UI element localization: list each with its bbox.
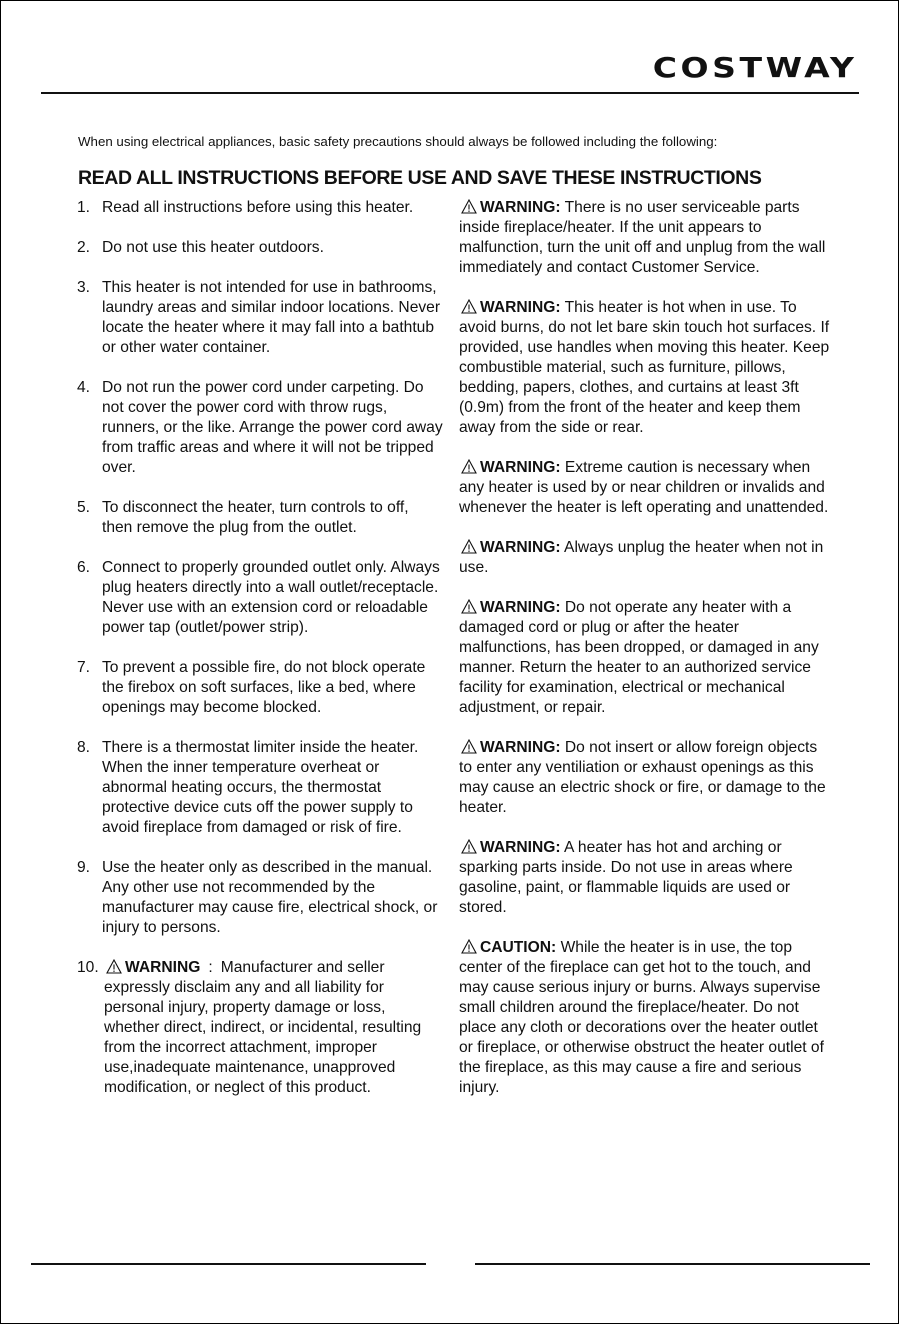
warning-label: WARNING: <box>480 199 561 216</box>
warning-text: Always unplug the heater when not in use. <box>459 539 824 576</box>
warning-block <box>459 198 831 278</box>
item-text: Read all instructions before using this heater. <box>102 199 414 216</box>
item-number: 9. <box>77 859 91 876</box>
warning-block <box>459 738 831 818</box>
warning-label: WARNING: <box>480 839 561 856</box>
warning-label: WARNING: <box>480 599 561 616</box>
warnings-column <box>459 198 831 1118</box>
item-text: To prevent a possible fire, do not block operate the firebox on soft surfaces, like a bed, where openings may become blocked. <box>102 659 426 716</box>
warning-label: WARNING: <box>480 459 561 476</box>
warning-triangle-icon <box>461 459 477 474</box>
warning-label: WARNING: <box>480 299 561 316</box>
warning-block <box>459 598 831 718</box>
warning-label: WARNING <box>125 959 201 976</box>
footer-rule-right <box>475 1263 870 1265</box>
warning-text: A heater has hot and arching or sparking parts inside. Do not use in areas where gasoline, paint, or flammable liquids are used or stored. <box>459 839 793 916</box>
item-text: This heater is not intended for use in bathrooms, laundry areas and similar indoor locations. Never locate the heater where it may fall into a bathtub or other water container. <box>102 279 441 356</box>
item-text: Connect to properly grounded outlet only. Always plug heaters directly into a wall outlet/receptacle. Never use with an extension cord or reloadable power tap (outlet/power strip). <box>102 559 440 636</box>
warning-text: Do not operate any heater with a damaged cord or plug or after the heater malfunctions, has been dropped, or damaged in any manner. Return the heater to an authorized service facility for examination, electrical or mechanical adjustment, or repair. <box>459 599 819 716</box>
list-item <box>77 378 443 478</box>
page-heading: READ ALL INSTRUCTIONS BEFORE USE AND SAVE THESE INSTRUCTIONS <box>78 167 762 189</box>
warning-triangle-icon <box>461 539 477 554</box>
intro-text: When using electrical appliances, basic safety precautions should always be followed including the following: <box>78 134 718 149</box>
caution-text: While the heater is in use, the top center of the fireplace can get hot to the touch, and may cause serious injury or burns. Always supervise small children around the fireplace/heater. Do not place any cloth or decorations over the heater outlet or fireplace, or otherwise obstruct the heater outlet of the fireplace, as this may cause a fire and serious injury. <box>459 939 824 1096</box>
list-item <box>77 558 443 638</box>
list-item <box>77 738 443 838</box>
warning-label: WARNING: <box>480 739 561 756</box>
separator: : <box>208 959 213 976</box>
item-10-body <box>104 958 443 1098</box>
list-item <box>77 238 443 258</box>
item-number: 7. <box>77 659 91 676</box>
item-number: 1. <box>77 199 91 216</box>
warning-triangle-icon <box>461 839 477 854</box>
item-number: 4. <box>77 379 91 396</box>
warning-text: Do not insert or allow foreign objects to enter any ventiliation or exhaust openings as this may cause an electric shock or fire, or damage to the heater. <box>459 739 826 816</box>
warning-block <box>459 298 831 438</box>
list-item <box>77 198 443 218</box>
item-number: 6. <box>77 559 91 576</box>
brand-logo: COSTWAY <box>653 51 858 84</box>
warning-text: Extreme caution is necessary when any heater is used by or near children or invalids and whenever the heater is left operating and unattended. <box>459 459 829 516</box>
item-number: 8. <box>77 739 91 756</box>
warning-triangle-icon <box>461 939 477 954</box>
warning-triangle-icon <box>461 199 477 214</box>
warning-triangle-icon <box>461 739 477 754</box>
item-number: 3. <box>77 279 91 296</box>
item-number: 5. <box>77 499 91 516</box>
header-rule <box>41 92 859 94</box>
list-item <box>77 278 443 358</box>
warning-block <box>459 538 831 578</box>
warning-triangle-icon <box>106 959 122 974</box>
footer-rule-left <box>31 1263 426 1265</box>
caution-label: CAUTION: <box>480 939 557 956</box>
warning-label: WARNING: <box>480 539 561 556</box>
caution-block <box>459 938 831 1098</box>
warning-block <box>459 838 831 918</box>
list-item-warning <box>77 958 443 1098</box>
list-item <box>77 858 443 938</box>
list-item <box>77 658 443 718</box>
list-item <box>77 498 443 538</box>
warning-block <box>459 458 831 518</box>
item-text: Do not run the power cord under carpeting. Do not cover the power cord with throw rugs, runners, or the like. Arrange the power cord away from traffic areas and where it will not be tripped over. <box>102 379 443 476</box>
item-number: 10. <box>77 959 99 976</box>
item-text: To disconnect the heater, turn controls to off, then remove the plug from the outlet. <box>102 499 409 536</box>
item-text: Manufacturer and seller expressly disclaim any and all liability for personal injury, property damage or loss, whether direct, indirect, or incidental, resulting from the incorrect attachment, improper use,inadequate maintenance, unapproved modification, or neglect of this product. <box>104 959 422 1096</box>
item-text: There is a thermostat limiter inside the heater. When the inner temperature overheat or abnormal heating occurs, the thermostat protective device cuts off the power supply to avoid fireplace from damaged or risk of fire. <box>102 739 419 836</box>
instructions-column <box>77 198 443 1118</box>
warning-triangle-icon <box>461 599 477 614</box>
item-number: 2. <box>77 239 91 256</box>
item-text: Use the heater only as described in the manual. Any other use not recommended by the manufacturer may cause fire, electrical shock, or injury to persons. <box>102 859 438 936</box>
warning-triangle-icon <box>461 299 477 314</box>
warning-text: This heater is hot when in use. To avoid burns, do not let bare skin touch hot surfaces. If provided, use handles when moving this heater. Keep combustible material, such as furniture, pillows, bedding, papers, clothes, and curtains at least 3ft (0.9m) from the front of the heater and keep them away from the side or rear. <box>459 299 830 436</box>
warning-text: There is no user serviceable parts inside fireplace/heater. If the unit appears to malfunction, turn the unit off and unplug from the wall immediately and contact Customer Service. <box>459 199 826 276</box>
item-text: Do not use this heater outdoors. <box>102 239 324 256</box>
